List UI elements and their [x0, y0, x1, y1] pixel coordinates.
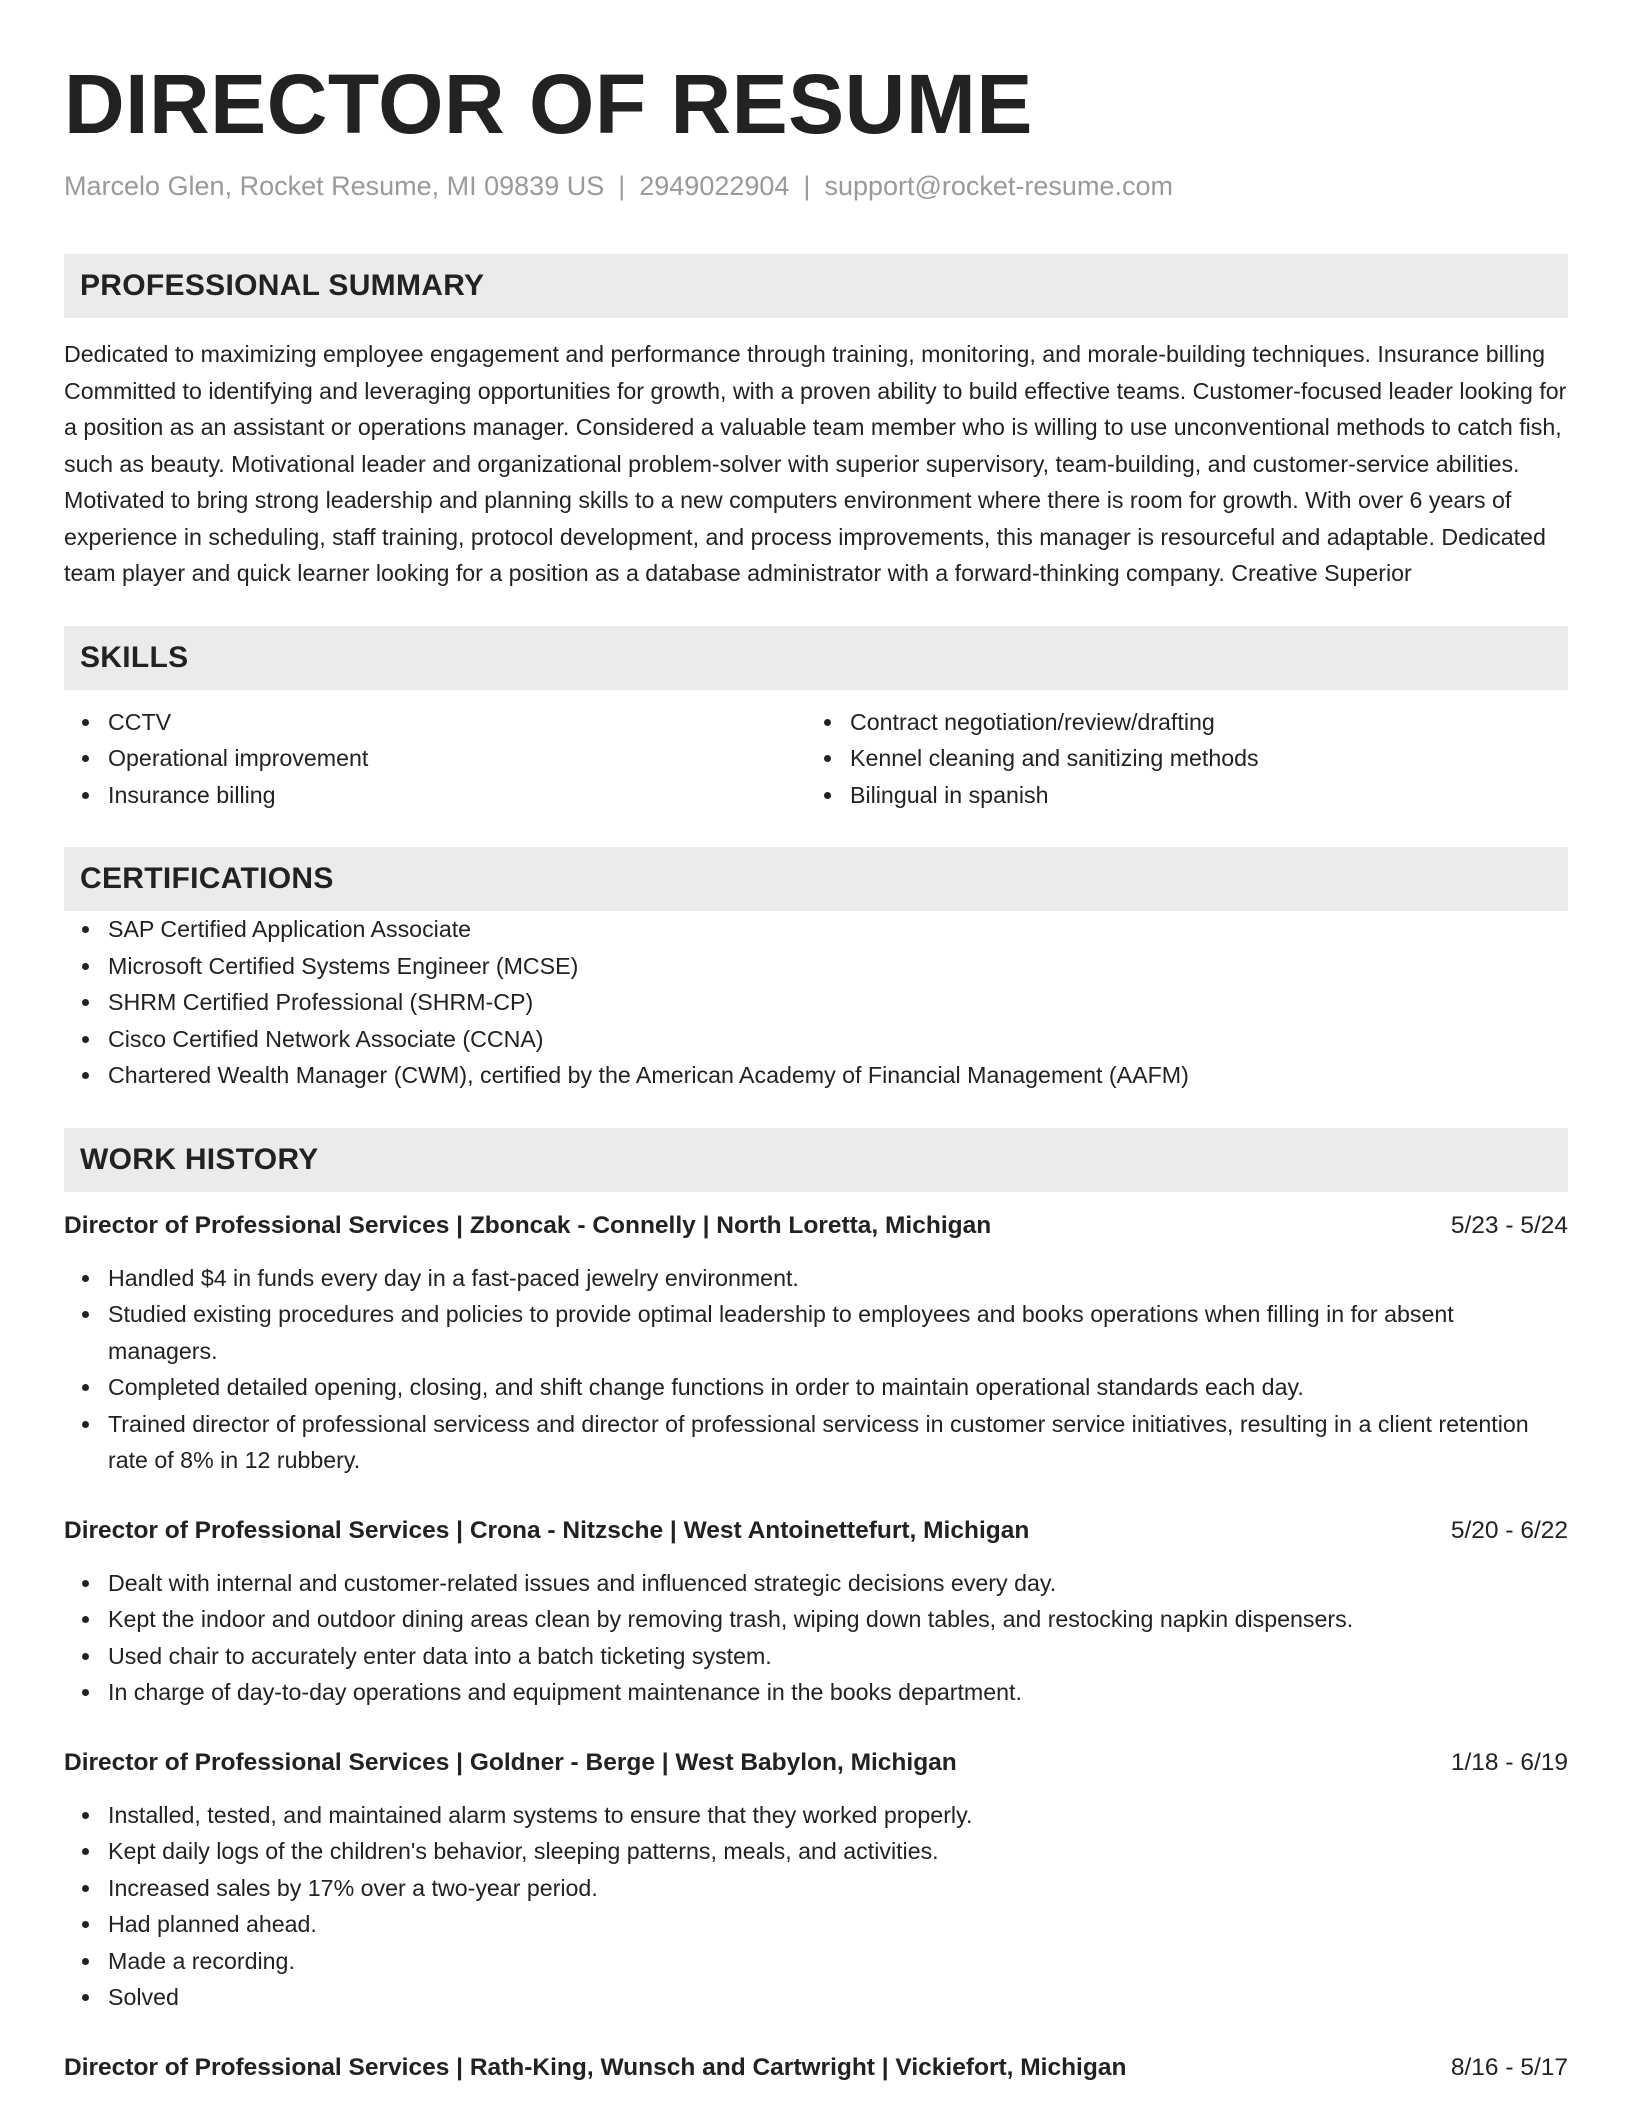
- certification-item: Cisco Certified Network Associate (CCNA): [64, 1021, 1568, 1058]
- job-bullet: Used chair to accurately enter data into a batch ticketing system.: [64, 1638, 1568, 1675]
- job-entry: [64, 1745, 1568, 2016]
- job-bullet: In charge of day-to-day operations and equipment maintenance in the books department.: [64, 1674, 1568, 1711]
- skills-column-right: [806, 704, 1548, 814]
- work-history-heading: WORK HISTORY: [64, 1128, 1568, 1192]
- certification-item: SHRM Certified Professional (SHRM-CP): [64, 984, 1568, 1021]
- contact-line: [64, 168, 1568, 204]
- contact-separator: |: [618, 171, 626, 201]
- skills-column-left: [64, 704, 806, 814]
- summary-heading: PROFESSIONAL SUMMARY: [64, 254, 1568, 318]
- job-bullet: Kept the indoor and outdoor dining areas clean by removing trash, wiping down tables, and restocking napkin dispensers.: [64, 1601, 1568, 1638]
- contact-phone: 2949022904: [639, 171, 790, 201]
- job-entry: [64, 1208, 1568, 1479]
- skill-item: Insurance billing: [64, 777, 806, 814]
- job-header: [64, 1513, 1568, 1549]
- resume-title: DIRECTOR OF RESUME: [64, 57, 1033, 151]
- job-title: Director of Professional Services | Zboncak - Connelly | North Loretta, Michigan: [64, 1211, 992, 1239]
- job-bullets: [64, 1260, 1568, 1479]
- certifications-list: [64, 911, 1568, 1094]
- job-bullet: Increased sales by 17% over a two-year period.: [64, 1870, 1568, 1907]
- job-title: Director of Professional Services | Crona - Nitzsche | West Antoinettefurt, Michigan: [64, 1516, 1030, 1544]
- contact-address: Marcelo Glen, Rocket Resume, MI 09839 US: [64, 171, 605, 201]
- contact-email: support@rocket-resume.com: [824, 171, 1173, 201]
- job-dates: 1/18 - 6/19: [1450, 1748, 1568, 1776]
- job-bullet: Solved: [64, 1979, 1568, 2016]
- certification-item: SAP Certified Application Associate: [64, 911, 1568, 948]
- job-bullet: Handled $4 in funds every day in a fast-paced jewelry environment.: [64, 1260, 1568, 1297]
- job-title: Director of Professional Services | Rath-King, Wunsch and Cartwright | Vickiefort, Michigan: [64, 2053, 1127, 2081]
- certification-item: Microsoft Certified Systems Engineer (MCSE): [64, 948, 1568, 985]
- job-header: [64, 2050, 1568, 2086]
- job-dates: 5/20 - 6/22: [1450, 1516, 1568, 1544]
- job-dates: 8/16 - 5/17: [1450, 2053, 1568, 2081]
- job-dates: 5/23 - 5/24: [1450, 1211, 1568, 1239]
- skill-item: Kennel cleaning and sanitizing methods: [806, 740, 1548, 777]
- job-entry: [64, 2050, 1568, 2086]
- job-bullets: [64, 1797, 1568, 2016]
- skill-item: Operational improvement: [64, 740, 806, 777]
- contact-separator: |: [803, 171, 811, 201]
- job-header: [64, 1745, 1568, 1781]
- certifications-heading: CERTIFICATIONS: [64, 847, 1568, 911]
- job-entry: [64, 1513, 1568, 1711]
- summary-text: Dedicated to maximizing employee engagement and performance through training, monitoring, and morale-building techniques. Insurance billing Committed to identifying and leveraging opportunities for growth, with a proven ability to build effective teams. Customer-focused leader looking for a position as an assistant or operations manager. Considered a valuable team member who is willing to use unconventional methods to catch fish, such as beauty. Motivational leader and organizational problem-solver with superior supervisory, team-building, and customer-service abilities. Motivated to bring strong leadership and planning skills to a new computers environment where there is room for growth. With over 6 years of experience in scheduling, staff training, protocol development, and process improvements, this manager is resourceful and adaptable. Dedicated team player and quick learner looking for a position as a database administrator with a forward-thinking company. Creative Superior: [64, 341, 1567, 586]
- skill-item: CCTV: [64, 704, 806, 741]
- skill-item: Contract negotiation/review/drafting: [806, 704, 1548, 741]
- job-bullet: Trained director of professional servicess and director of professional servicess in customer service initiatives, resulting in a client retention rate of 8% in 12 rubbery.: [64, 1406, 1568, 1479]
- skills-heading: SKILLS: [64, 626, 1568, 690]
- job-bullet: Studied existing procedures and policies to provide optimal leadership to employees and books operations when filling in for absent managers.: [64, 1296, 1568, 1369]
- job-bullet: Completed detailed opening, closing, and shift change functions in order to maintain operational standards each day.: [64, 1369, 1568, 1406]
- resume-page: [64, 56, 1568, 2086]
- job-bullet: Installed, tested, and maintained alarm systems to ensure that they worked properly.: [64, 1797, 1568, 1834]
- job-bullet: Dealt with internal and customer-related issues and influenced strategic decisions every day.: [64, 1565, 1568, 1602]
- skills-list-left: [64, 704, 806, 814]
- certification-item: Chartered Wealth Manager (CWM), certified by the American Academy of Financial Management (AAFM): [64, 1057, 1568, 1094]
- skills-list-right: [806, 704, 1548, 814]
- job-bullets: [64, 1565, 1568, 1711]
- job-title: Director of Professional Services | Goldner - Berge | West Babylon, Michigan: [64, 1748, 957, 1776]
- job-header: [64, 1208, 1568, 1244]
- job-bullet: Kept daily logs of the children's behavior, sleeping patterns, meals, and activities.: [64, 1833, 1568, 1870]
- job-bullet: Had planned ahead.: [64, 1906, 1568, 1943]
- job-bullet: Made a recording.: [64, 1943, 1568, 1980]
- skills-grid: [64, 704, 1568, 814]
- skill-item: Bilingual in spanish: [806, 777, 1548, 814]
